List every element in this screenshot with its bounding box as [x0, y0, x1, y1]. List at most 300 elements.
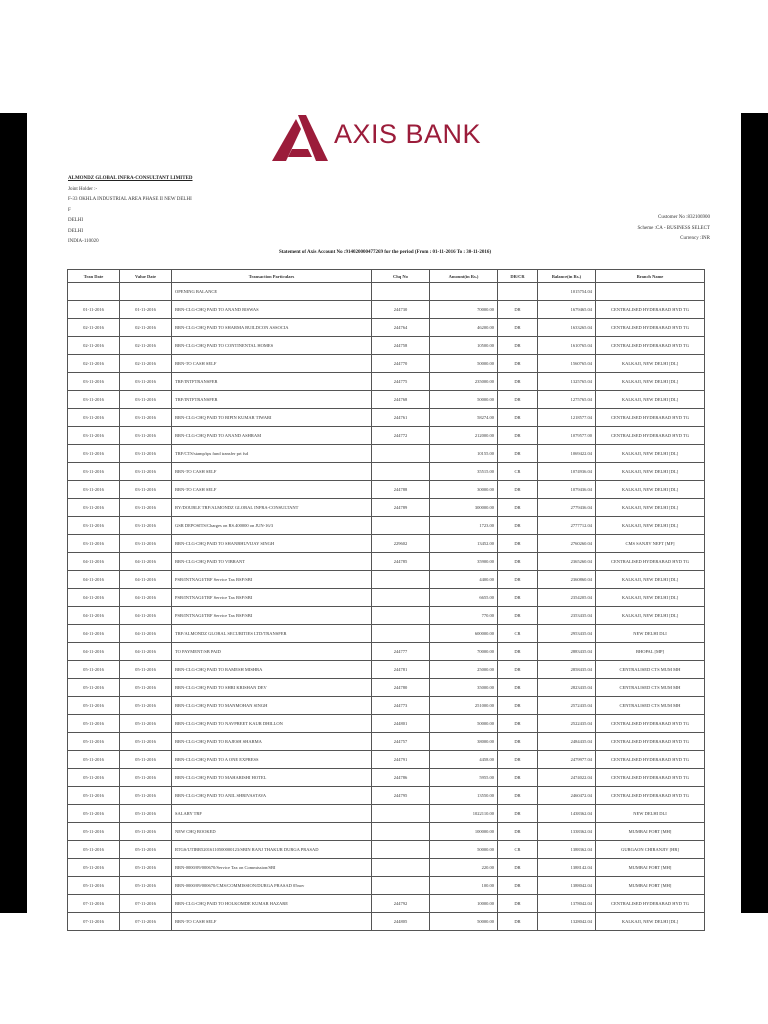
dr-cr-cell: CR: [498, 463, 538, 481]
chq-no-cell: 244786: [372, 769, 430, 787]
tran-date-cell: 05-11-2016: [68, 823, 120, 841]
value-date-cell: 03-11-2016: [120, 535, 172, 553]
dr-cr-cell: DR: [498, 337, 538, 355]
balance-cell: 1388142.04: [538, 859, 596, 877]
value-date-cell: [120, 283, 172, 301]
table-row: [68, 589, 705, 607]
amount-cell: 38000.00: [430, 733, 498, 751]
value-date-cell: 01-11-2016: [120, 301, 172, 319]
balance-cell: 2474022.04: [538, 769, 596, 787]
value-date-cell: 05-11-2016: [120, 715, 172, 733]
amount-cell: 4400.00: [430, 571, 498, 589]
particulars-cell: PSB/INTNAGI/TRF Service Tax BSF/SBI: [172, 607, 372, 625]
branch-name-cell: MUMBAI FORT [MH]: [596, 877, 705, 895]
table-row: [68, 319, 705, 337]
branch-name-cell: GURGAON CHIRANJIV [HR]: [596, 841, 705, 859]
chq-no-cell: 244764: [372, 319, 430, 337]
tran-date-cell: 03-11-2016: [68, 535, 120, 553]
balance-cell: 1388042.04: [538, 877, 596, 895]
tran-date-cell: 04-11-2016: [68, 553, 120, 571]
balance-cell: 2353435.04: [538, 607, 596, 625]
table-row: [68, 481, 705, 499]
table-row: [68, 733, 705, 751]
chq-no-cell: 244770: [372, 355, 430, 373]
value-date-cell: 04-11-2016: [120, 625, 172, 643]
column-header: Chq No: [372, 270, 430, 283]
dr-cr-cell: DR: [498, 859, 538, 877]
branch-name-cell: KALKAJI, NEW DELHI [DL]: [596, 607, 705, 625]
chq-no-cell: [372, 571, 430, 589]
tran-date-cell: 01-11-2016: [68, 301, 120, 319]
balance-cell: 2858435.04: [538, 661, 596, 679]
table-row: [68, 823, 705, 841]
table-row: [68, 805, 705, 823]
particulars-cell: BRN-CLG-CHQ PAID TO ANAND ASHRAM: [172, 427, 372, 445]
particulars-cell: TRF/INTFTRANSFER: [172, 391, 372, 409]
branch-name-cell: CENTRALISED HYDERABAD HYD TG: [596, 409, 705, 427]
amount-cell: 25000.00: [430, 661, 498, 679]
statement-title: Statement of Axis Account No :914020000477269 for the period (From : 01-11-2016 To : 30-11-2016): [278, 250, 492, 255]
value-date-cell: 07-11-2016: [120, 913, 172, 931]
tran-date-cell: 02-11-2016: [68, 337, 120, 355]
particulars-cell: TRF/CTS/stamp/tps fund transfer prt fsd: [172, 445, 372, 463]
table-row: [68, 571, 705, 589]
value-date-cell: 05-11-2016: [120, 733, 172, 751]
tran-date-cell: 03-11-2016: [68, 391, 120, 409]
balance-cell: 2365260.04: [538, 553, 596, 571]
balance-cell: 2760260.04: [538, 535, 596, 553]
amount-cell: 220.00: [430, 859, 498, 877]
balance-cell: 1388362.04: [538, 841, 596, 859]
account-line: Customer No :832106900: [658, 215, 710, 220]
value-date-cell: 05-11-2016: [120, 877, 172, 895]
chq-no-cell: 244775: [372, 373, 430, 391]
branch-name-cell: KALKAJI, NEW DELHI [DL]: [596, 589, 705, 607]
amount-cell: 235000.00: [430, 373, 498, 391]
value-date-cell: 05-11-2016: [120, 787, 172, 805]
chq-no-cell: 244791: [372, 751, 430, 769]
dr-cr-cell: DR: [498, 571, 538, 589]
value-date-cell: 05-11-2016: [120, 769, 172, 787]
dr-cr-cell: DR: [498, 661, 538, 679]
branch-name-cell: CENTRALISED HYDERABAD HYD TG: [596, 319, 705, 337]
balance-cell: 2484435.04: [538, 733, 596, 751]
table-row: [68, 607, 705, 625]
branch-name-cell: CENTRALISED HYDERABAD HYD TG: [596, 769, 705, 787]
chq-no-cell: 244792: [372, 895, 430, 913]
particulars-cell: BRN-CLG-CHQ PAID TO BIPIN KUMAR TIWARI: [172, 409, 372, 427]
dr-cr-cell: DR: [498, 499, 538, 517]
customer-details: [68, 174, 193, 248]
dr-cr-cell: DR: [498, 787, 538, 805]
particulars-cell: BRN-CLG-CHQ PAID TO MAHARISHI HOTEL: [172, 769, 372, 787]
customer-line: F: [68, 207, 71, 213]
branch-name-cell: CENTRALISED CTS MUM MH: [596, 661, 705, 679]
dr-cr-cell: DR: [498, 643, 538, 661]
value-date-cell: 03-11-2016: [120, 499, 172, 517]
table-row: [68, 877, 705, 895]
table-row: [68, 895, 705, 913]
particulars-cell: BRN-CLG-CHQ PAID TO SHARMA BUILDCON ASSOCIA: [172, 319, 372, 337]
table-row: [68, 535, 705, 553]
amount-cell: 50000.00: [430, 841, 498, 859]
tran-date-cell: 05-11-2016: [68, 769, 120, 787]
amount-cell: 13452.00: [430, 535, 498, 553]
amount-cell: 212000.00: [430, 427, 498, 445]
table-row: [68, 697, 705, 715]
chq-no-cell: 244785: [372, 553, 430, 571]
branch-name-cell: CENTRALISED HYDERABAD HYD TG: [596, 895, 705, 913]
dr-cr-cell: DR: [498, 895, 538, 913]
balance-cell: 2522435.04: [538, 715, 596, 733]
value-date-cell: 03-11-2016: [120, 373, 172, 391]
amount-cell: 30000.00: [430, 481, 498, 499]
branch-name-cell: CMS SANJIV NEFT [MF]: [596, 535, 705, 553]
branch-name-cell: CENTRALISED HYDERABAD HYD TG: [596, 427, 705, 445]
tran-date-cell: 03-11-2016: [68, 445, 120, 463]
balance-cell: 1218577.04: [538, 409, 596, 427]
chq-no-cell: 244805: [372, 913, 430, 931]
chq-no-cell: [372, 589, 430, 607]
particulars-cell: BRN-CLG-CHQ PAID TO NAVPREET KAUR DHILLON: [172, 715, 372, 733]
balance-cell: 1069422.04: [538, 445, 596, 463]
amount-cell: 10155.00: [430, 445, 498, 463]
tran-date-cell: 05-11-2016: [68, 661, 120, 679]
value-date-cell: 05-11-2016: [120, 661, 172, 679]
value-date-cell: 04-11-2016: [120, 589, 172, 607]
customer-line: DELHI: [68, 228, 83, 234]
branch-name-cell: KALKAJI, NEW DELHI [DL]: [596, 481, 705, 499]
amount-cell: 100000.00: [430, 823, 498, 841]
tran-date-cell: 04-11-2016: [68, 625, 120, 643]
chq-no-cell: 244761: [372, 409, 430, 427]
tran-date-cell: 05-11-2016: [68, 805, 120, 823]
dr-cr-cell: DR: [498, 679, 538, 697]
branch-name-cell: MUMBAI FORT [MH]: [596, 823, 705, 841]
value-date-cell: 02-11-2016: [120, 337, 172, 355]
branch-name-cell: KALKAJI, NEW DELHI [DL]: [596, 373, 705, 391]
left-black-border: [0, 113, 27, 913]
table-row: [68, 499, 705, 517]
balance-cell: 2572435.04: [538, 697, 596, 715]
table-row: [68, 337, 705, 355]
branch-name-cell: BHOPAL [MP]: [596, 643, 705, 661]
tran-date-cell: 05-11-2016: [68, 859, 120, 877]
particulars-cell: BRN-CLG-CHQ PAID TO A ONE EXPRESS: [172, 751, 372, 769]
amount-cell: 70000.00: [430, 301, 498, 319]
dr-cr-cell: DR: [498, 823, 538, 841]
table-row: [68, 751, 705, 769]
value-date-cell: 05-11-2016: [120, 805, 172, 823]
branch-name-cell: KALKAJI, NEW DELHI [DL]: [596, 517, 705, 535]
right-black-border: [741, 113, 768, 913]
particulars-cell: BRN-0000/09/000670/CMS/COMMISSION/DURGA PRASAD 05nov: [172, 877, 372, 895]
amount-cell: 50000.00: [430, 391, 498, 409]
axis-logo-icon: [270, 113, 330, 163]
dr-cr-cell: DR: [498, 373, 538, 391]
account-line: Scheme :CA - BUSINESS SELECT: [637, 225, 710, 231]
particulars-cell: BRN-CLG-CHQ PAID TO CONTINENTAL HOMES: [172, 337, 372, 355]
balance-cell: 1378042.04: [538, 895, 596, 913]
particulars-cell: BRN-CLG-CHQ PAID TO HOLKOMDE KUMAR HAZARE: [172, 895, 372, 913]
table-row: [68, 859, 705, 877]
amount-cell: 1022110.00: [430, 805, 498, 823]
particulars-cell: TRF/ALMONDZ GLOBAL SECURITIES LTD/TRANSFER: [172, 625, 372, 643]
column-header: Balance(in Rs.): [538, 270, 596, 283]
particulars-cell: TRF/INTFTRANSFER: [172, 373, 372, 391]
chq-no-cell: [372, 445, 430, 463]
chq-no-cell: 244772: [372, 427, 430, 445]
particulars-cell: PSB/INTNAGI/TRF Service Tax BSF/SBI: [172, 571, 372, 589]
transactions-table: [67, 269, 705, 931]
balance-cell: 1560765.04: [538, 355, 596, 373]
amount-cell: 50000.00: [430, 913, 498, 931]
dr-cr-cell: CR: [498, 841, 538, 859]
particulars-cell: SALARY TRF: [172, 805, 372, 823]
amount-cell: 46200.00: [430, 319, 498, 337]
dr-cr-cell: DR: [498, 535, 538, 553]
particulars-cell: TO PAYMENT/SB PAID: [172, 643, 372, 661]
balance-cell: 2883435.04: [538, 643, 596, 661]
value-date-cell: 03-11-2016: [120, 445, 172, 463]
table-header-row: [68, 270, 705, 283]
amount-cell: 58274.00: [430, 409, 498, 427]
amount-cell: 251000.00: [430, 697, 498, 715]
dr-cr-cell: DR: [498, 391, 538, 409]
chq-no-cell: [372, 859, 430, 877]
dr-cr-cell: DR: [498, 481, 538, 499]
column-header: Tran Date: [68, 270, 120, 283]
particulars-cell: BRN-CLG-CHQ PAID TO ANAND BISWAS: [172, 301, 372, 319]
tran-date-cell: 04-11-2016: [68, 589, 120, 607]
table-row: [68, 841, 705, 859]
tran-date-cell: 07-11-2016: [68, 913, 120, 931]
branch-name-cell: [596, 283, 705, 301]
table-row: [68, 661, 705, 679]
particulars-cell: BRN-CLG-CHQ PAID TO SHANBHUVIJAY SINGH: [172, 535, 372, 553]
particulars-cell: GSR DEPOSITS/Charges on RS.400000 on JUN-16/3: [172, 517, 372, 535]
amount-cell: 35900.00: [430, 553, 498, 571]
table-row: [68, 427, 705, 445]
tran-date-cell: 05-11-2016: [68, 751, 120, 769]
dr-cr-cell: DR: [498, 301, 538, 319]
dr-cr-cell: DR: [498, 697, 538, 715]
amount-cell: 50000.00: [430, 355, 498, 373]
branch-name-cell: CENTRALISED HYDERABAD HYD TG: [596, 751, 705, 769]
dr-cr-cell: DR: [498, 733, 538, 751]
dr-cr-cell: DR: [498, 589, 538, 607]
tran-date-cell: [68, 283, 120, 301]
balance-cell: 2779436.04: [538, 499, 596, 517]
value-date-cell: 03-11-2016: [120, 463, 172, 481]
tran-date-cell: 03-11-2016: [68, 481, 120, 499]
chq-no-cell: 244758: [372, 337, 430, 355]
value-date-cell: 03-11-2016: [120, 481, 172, 499]
table-row: [68, 679, 705, 697]
amount-cell: 5955.00: [430, 769, 498, 787]
customer-line: INDIA-110020: [68, 239, 99, 244]
tran-date-cell: 02-11-2016: [68, 355, 120, 373]
value-date-cell: 03-11-2016: [120, 391, 172, 409]
particulars-cell: BRN-CLG-CHQ PAID TO RAJESH SHARMA: [172, 733, 372, 751]
column-header: DR/CR: [498, 270, 538, 283]
amount-cell: 100.00: [430, 877, 498, 895]
branch-name-cell: CENTRALISED HYDERABAD HYD TG: [596, 787, 705, 805]
branch-name-cell: KALKAJI, NEW DELHI [DL]: [596, 391, 705, 409]
branch-name-cell: CENTRALISED HYDERABAD HYD TG: [596, 733, 705, 751]
balance-cell: 1325765.04: [538, 373, 596, 391]
balance-cell: 1079436.04: [538, 481, 596, 499]
particulars-cell: RTGS/UTIBR52016110500000123/SBIN RANJ THAKUR DURGA PRASAD: [172, 841, 372, 859]
tran-date-cell: 05-11-2016: [68, 841, 120, 859]
balance-cell: 2360860.04: [538, 571, 596, 589]
branch-name-cell: KALKAJI, NEW DELHI [DL]: [596, 445, 705, 463]
branch-name-cell: CENTRALISED CTS MUM MH: [596, 679, 705, 697]
chq-no-cell: [372, 625, 430, 643]
tran-date-cell: 04-11-2016: [68, 607, 120, 625]
value-date-cell: 05-11-2016: [120, 823, 172, 841]
chq-no-cell: [372, 607, 430, 625]
tran-date-cell: 03-11-2016: [68, 373, 120, 391]
value-date-cell: 04-11-2016: [120, 553, 172, 571]
balance-cell: 2354205.04: [538, 589, 596, 607]
tran-date-cell: 03-11-2016: [68, 463, 120, 481]
table-row: [68, 715, 705, 733]
chq-no-cell: 229602: [372, 535, 430, 553]
amount-cell: 600000.00: [430, 625, 498, 643]
value-date-cell: 03-11-2016: [120, 409, 172, 427]
value-date-cell: 03-11-2016: [120, 517, 172, 535]
balance-cell: 1328042.04: [538, 913, 596, 931]
chq-no-cell: [372, 877, 430, 895]
amount-cell: 10000.00: [430, 895, 498, 913]
account-details: [590, 213, 710, 245]
amount-cell: 70000.00: [430, 643, 498, 661]
chq-no-cell: 244780: [372, 679, 430, 697]
value-date-cell: 02-11-2016: [120, 319, 172, 337]
balance-cell: 1015754.04: [538, 283, 596, 301]
dr-cr-cell: DR: [498, 751, 538, 769]
dr-cr-cell: DR: [498, 355, 538, 373]
tran-date-cell: 02-11-2016: [68, 319, 120, 337]
balance-cell: 2777712.04: [538, 517, 596, 535]
balance-cell: 1074936.04: [538, 463, 596, 481]
chq-no-cell: [372, 823, 430, 841]
branch-name-cell: CENTRALISED HYDERABAD HYD TG: [596, 337, 705, 355]
branch-name-cell: MUMBAI FORT [MH]: [596, 859, 705, 877]
tran-date-cell: 05-11-2016: [68, 715, 120, 733]
chq-no-cell: [372, 463, 430, 481]
amount-cell: 35000.00: [430, 679, 498, 697]
particulars-cell: BRN-CLG-CHQ PAID TO SHRI KRISHAN DEV: [172, 679, 372, 697]
value-date-cell: 05-11-2016: [120, 841, 172, 859]
chq-no-cell: 244801: [372, 715, 430, 733]
particulars-cell: BRN-TO CASH SELF: [172, 913, 372, 931]
account-line: Currency :INR: [680, 236, 710, 241]
balance-cell: 1610765.04: [538, 337, 596, 355]
balance-cell: 2823435.04: [538, 679, 596, 697]
value-date-cell: 02-11-2016: [120, 355, 172, 373]
amount-cell: 770.00: [430, 607, 498, 625]
tran-date-cell: 03-11-2016: [68, 499, 120, 517]
column-header: Amount(in Rs.): [430, 270, 498, 283]
balance-cell: 2460472.04: [538, 787, 596, 805]
particulars-cell: BY/DOUBLE TRF/ALMONDZ GLOBAL INFRA-CONSULTANT: [172, 499, 372, 517]
chq-no-cell: 244757: [372, 733, 430, 751]
amount-cell: 4458.00: [430, 751, 498, 769]
chq-no-cell: 244795: [372, 787, 430, 805]
value-date-cell: 04-11-2016: [120, 571, 172, 589]
branch-name-cell: KALKAJI, NEW DELHI [DL]: [596, 913, 705, 931]
branch-name-cell: CENTRALISED HYDERABAD HYD TG: [596, 553, 705, 571]
amount-cell: 10500.00: [430, 337, 498, 355]
dr-cr-cell: DR: [498, 427, 538, 445]
amount-cell: 1723.00: [430, 517, 498, 535]
particulars-cell: BRN-CLG-CHQ PAID TO MANMOHAN SINGH: [172, 697, 372, 715]
particulars-cell: BRN-0000/09/000670/Service Tax on Commission/SBI: [172, 859, 372, 877]
table-row: [68, 787, 705, 805]
table-row: [68, 913, 705, 931]
dr-cr-cell: DR: [498, 319, 538, 337]
dr-cr-cell: [498, 283, 538, 301]
amount-cell: 300000.00: [430, 499, 498, 517]
tran-date-cell: 05-11-2016: [68, 697, 120, 715]
column-header: Value Date: [120, 270, 172, 283]
value-date-cell: 05-11-2016: [120, 859, 172, 877]
dr-cr-cell: DR: [498, 877, 538, 895]
tran-date-cell: 03-11-2016: [68, 517, 120, 535]
branch-name-cell: KALKAJI, NEW DELHI [DL]: [596, 571, 705, 589]
tran-date-cell: 04-11-2016: [68, 643, 120, 661]
amount-cell: [430, 283, 498, 301]
chq-no-cell: [372, 283, 430, 301]
value-date-cell: 04-11-2016: [120, 643, 172, 661]
table-row: [68, 283, 705, 301]
table-row: [68, 553, 705, 571]
particulars-cell: NEW CHQ BOOKED: [172, 823, 372, 841]
customer-line: Joint Holder :-: [68, 186, 98, 192]
chq-no-cell: 244788: [372, 481, 430, 499]
dr-cr-cell: DR: [498, 553, 538, 571]
value-date-cell: 07-11-2016: [120, 895, 172, 913]
dr-cr-cell: DR: [498, 715, 538, 733]
chq-no-cell: 244768: [372, 391, 430, 409]
balance-cell: 2479977.04: [538, 751, 596, 769]
branch-name-cell: CENTRALISED HYDERABAD HYD TG: [596, 301, 705, 319]
particulars-cell: BRN-TO CASH SELF: [172, 481, 372, 499]
column-header: Branch Name: [596, 270, 705, 283]
table-row: [68, 643, 705, 661]
branch-name-cell: KALKAJI, NEW DELHI [DL]: [596, 499, 705, 517]
particulars-cell: BRN-CLG-CHQ PAID TO ANIL SHRIVASTAVA: [172, 787, 372, 805]
branch-name-cell: CENTRALISED HYDERABAD HYD TG: [596, 715, 705, 733]
particulars-cell: PSB/INTNAGI/TRF Service Tax BSF/SBI: [172, 589, 372, 607]
bank-name: AXIS BANK: [334, 119, 482, 149]
dr-cr-cell: DR: [498, 517, 538, 535]
tran-date-cell: 05-11-2016: [68, 877, 120, 895]
tran-date-cell: 04-11-2016: [68, 571, 120, 589]
particulars-cell: BRN-CLG-CHQ PAID TO RAMESH MISHRA: [172, 661, 372, 679]
tran-date-cell: 05-11-2016: [68, 733, 120, 751]
value-date-cell: 03-11-2016: [120, 427, 172, 445]
chq-no-cell: 244730: [372, 301, 430, 319]
particulars-cell: BRN-CLG-CHQ PAID TO VIBRANT: [172, 553, 372, 571]
table-row: [68, 373, 705, 391]
balance-cell: 1633265.04: [538, 319, 596, 337]
dr-cr-cell: DR: [498, 607, 538, 625]
balance-cell: 1438362.04: [538, 805, 596, 823]
chq-no-cell: 244777: [372, 643, 430, 661]
